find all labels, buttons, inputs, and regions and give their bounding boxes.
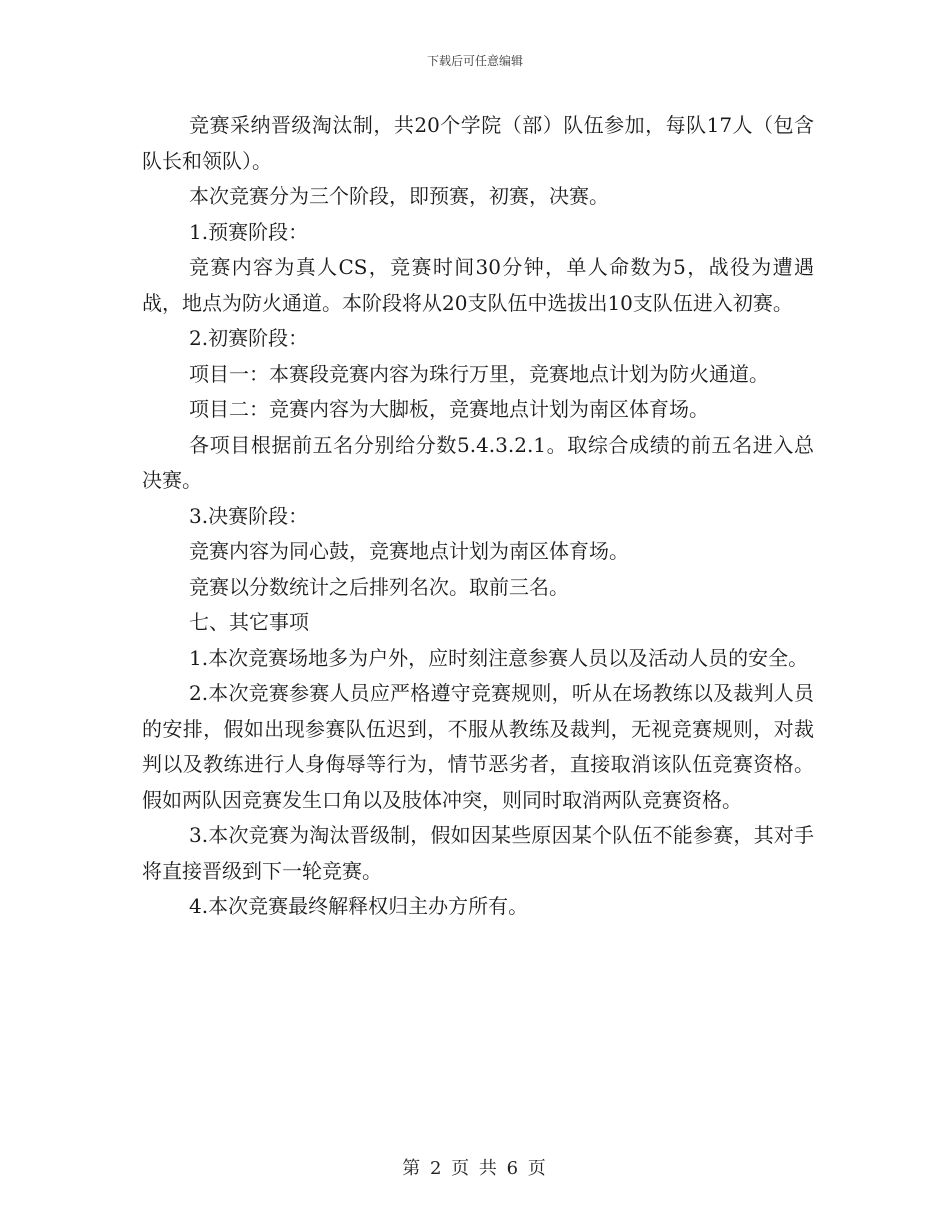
paragraph-ranking: 竞赛以分数统计之后排列名次。取前三名。 <box>189 574 569 599</box>
paragraph-interpretation: 4.本次竞赛最终解释权归主办方所有。 <box>189 894 529 918</box>
page-header: 下载后可任意编辑 <box>426 54 523 68</box>
page-number-footer: 第 2 页 共 6 页 <box>402 1158 548 1179</box>
paragraph-stages-overview: 本次竞赛分为三个阶段，即预赛，初赛，决赛。 <box>189 184 609 208</box>
heading-final-stage: 3.决赛阶段： <box>189 503 309 528</box>
paragraph-final-content: 竞赛内容为同心鼓，竞赛地点计划为南区体育场。 <box>189 539 629 563</box>
paragraph-elimination: 3.本次竞赛为淘汰晋级制，假如因某些原因某个队伍不能参赛，其对手将直接晋级到下一轮竞赛。 <box>142 823 814 883</box>
paragraph-competition-format: 竞赛采纳晋级淘汰制，共20个学院（部）队伍参加，每队17人（包含队长和领队）。 <box>142 113 814 173</box>
heading-first-round-stage: 2.初赛阶段： <box>189 326 309 350</box>
paragraph-project-two: 项目二：竞赛内容为大脚板，竞赛地点计划为南区体育场。 <box>189 397 709 421</box>
paragraph-rules-compliance: 2.本次竞赛参赛人员应严格遵守竞赛规则，听从在场教练以及裁判人员的安排，假如出现参赛队伍迟到，不服从教练及裁判，无视竞赛规则，对裁判以及教练进行人身侮辱等行为，情节恶劣者，直接取消该队伍竞赛资格。假如两队因竞赛发生口角以及肢体冲突，则同时取消两队竞赛资格。 <box>142 681 814 812</box>
heading-other-matters: 七、其它事项 <box>189 610 309 634</box>
paragraph-scoring: 各项目根据前五名分别给分数5.4.3.2.1。取综合成绩的前五名进入总决赛。 <box>142 432 814 492</box>
paragraph-project-one: 项目一：本赛段竞赛内容为珠行万里，竞赛地点计划为防火通道。 <box>189 361 769 386</box>
heading-preliminary-stage: 1.预赛阶段： <box>189 219 309 244</box>
document-body <box>142 108 814 925</box>
paragraph-safety: 1.本次竞赛场地多为户外，应时刻注意参赛人员以及活动人员的安全。 <box>189 645 809 670</box>
paragraph-preliminary-content: 竞赛内容为真人CS，竞赛时间30分钟，单人命数为5，战役为遭遇战，地点为防火通道。本阶段将从20支队伍中选拔出10支队伍进入初赛。 <box>142 255 814 315</box>
